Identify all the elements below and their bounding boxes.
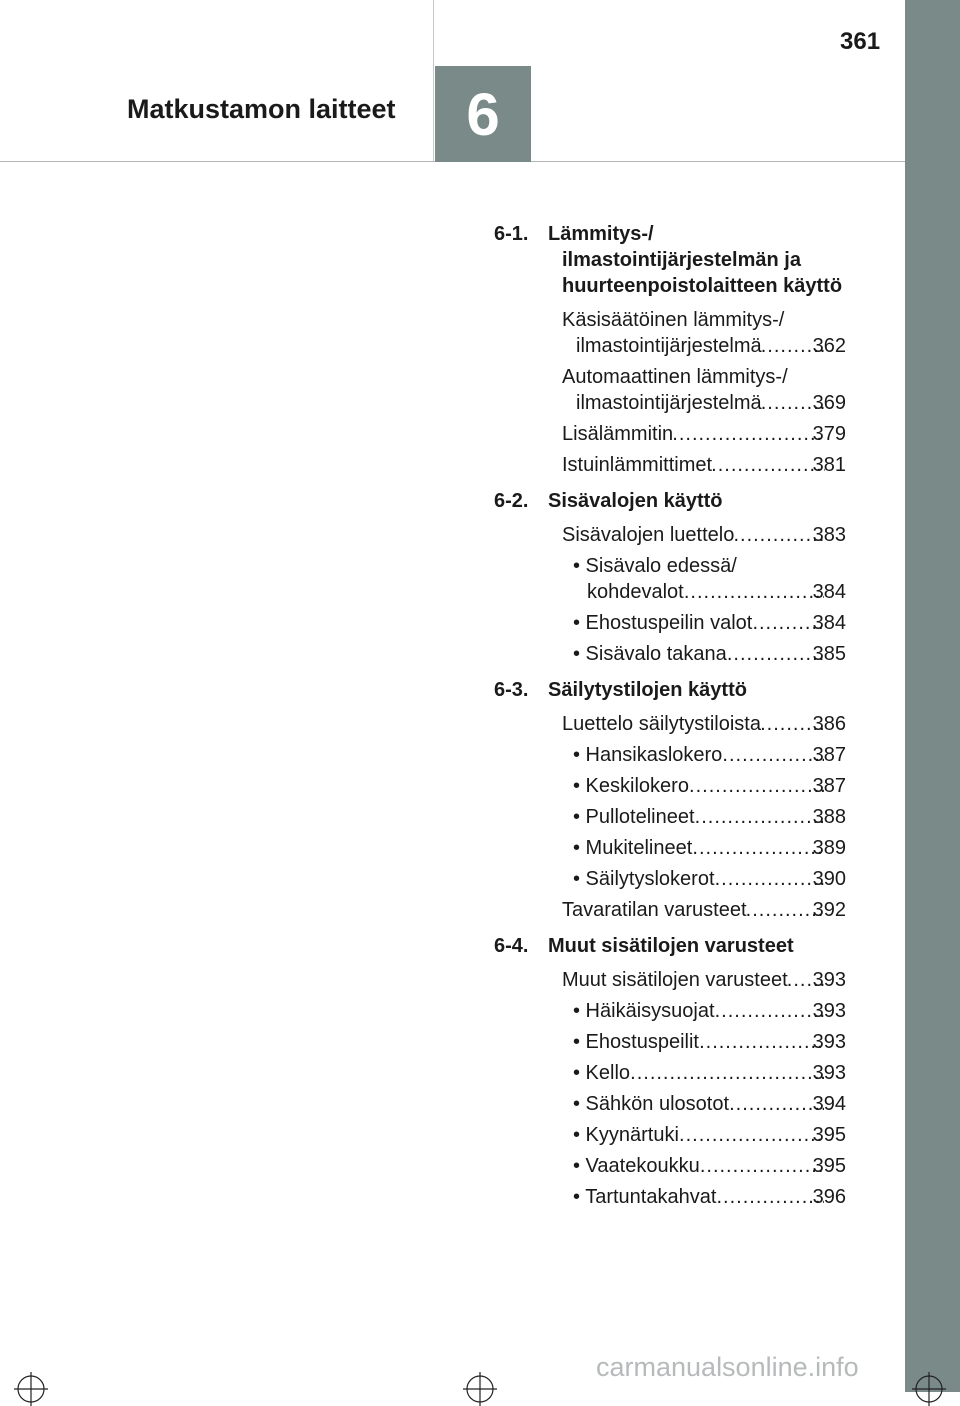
toc-entry-label: • Kyynärtuki — [573, 1124, 679, 1146]
dot-leader — [734, 522, 824, 548]
toc-entry-line1: Käsisäätöinen lämmitys-/ — [562, 309, 785, 331]
toc-entry-text — [562, 967, 846, 993]
dot-leader — [630, 1060, 824, 1086]
toc-entry-label: Muut sisätilojen varusteet — [562, 969, 788, 991]
toc-entry[interactable] — [494, 835, 846, 861]
dot-leader — [727, 641, 824, 667]
toc-section — [494, 677, 846, 703]
toc-entry-label: Istuinlämmittimet — [562, 454, 713, 476]
toc-page-number: 387 — [812, 744, 846, 766]
toc-entry-label: • Sähkön ulosotot — [573, 1093, 729, 1115]
toc-entry-text — [573, 1184, 846, 1210]
toc-page-number: 362 — [812, 335, 846, 357]
registration-mark-icon — [14, 1372, 48, 1406]
toc-entry[interactable] — [494, 804, 846, 830]
toc-entry-line2 — [573, 742, 846, 768]
dot-leader — [716, 1184, 823, 1210]
toc-entry-text — [573, 866, 846, 892]
toc-page-number: 384 — [812, 612, 846, 634]
toc-page-number: 383 — [812, 524, 846, 546]
section-title: Säilytystilojen käyttö — [548, 679, 747, 701]
section-title: Muut sisätilojen varusteet — [548, 935, 794, 957]
toc-entry[interactable] — [494, 773, 846, 799]
toc-entry-line2 — [562, 452, 846, 478]
toc-page-number: 396 — [812, 1186, 846, 1208]
toc-entry[interactable] — [494, 307, 846, 359]
toc-entry[interactable] — [494, 553, 846, 605]
page-number: 361 — [840, 28, 881, 55]
chapter-side-band — [905, 0, 960, 1392]
toc-entry-text — [562, 897, 846, 923]
toc-section — [494, 221, 846, 299]
dot-leader — [684, 579, 824, 605]
toc-entry[interactable] — [494, 1091, 846, 1117]
toc-entry-line2 — [573, 866, 846, 892]
toc-entry-line2 — [586, 579, 846, 605]
toc-entry[interactable] — [494, 641, 846, 667]
toc-page-number: 395 — [812, 1124, 846, 1146]
section-title: Sisävalojen käyttö — [548, 490, 723, 512]
toc-entry[interactable] — [494, 866, 846, 892]
toc-page-number: 393 — [812, 969, 846, 991]
toc-section-heading — [494, 933, 846, 959]
toc-entry[interactable] — [494, 421, 846, 447]
toc-entry-line2 — [573, 835, 846, 861]
registration-mark-icon — [912, 1372, 946, 1406]
toc-entry-text — [573, 773, 846, 799]
toc-page-number: 395 — [812, 1155, 846, 1177]
toc-entry-line2 — [562, 967, 846, 993]
toc-entry-text — [573, 998, 846, 1024]
dot-leader — [715, 998, 824, 1024]
toc-entry-text — [573, 610, 846, 636]
toc-entry-text — [573, 742, 846, 768]
toc-entry[interactable] — [494, 967, 846, 993]
toc-entry[interactable] — [494, 364, 846, 416]
toc-section-heading — [494, 488, 846, 514]
toc-entry-text — [573, 835, 846, 861]
toc-entry-line2 — [573, 804, 846, 830]
toc-page-number: 369 — [812, 392, 846, 414]
toc-entry-label: Tavaratilan varusteet — [562, 899, 747, 921]
toc-entry-line2 — [562, 897, 846, 923]
toc-entry-label: • Häikäisysuojat — [573, 1000, 715, 1022]
toc-entry[interactable] — [494, 897, 846, 923]
toc-entry[interactable] — [494, 1060, 846, 1086]
toc-page-number: 390 — [812, 868, 846, 890]
toc-entry-text — [573, 641, 846, 667]
toc-page-number: 379 — [812, 423, 846, 445]
toc-entry-text — [562, 452, 846, 478]
section-number: 6-1. — [494, 223, 529, 245]
toc-page-number: 393 — [812, 1062, 846, 1084]
registration-mark-icon — [463, 1372, 497, 1406]
toc-entry-line2 — [573, 998, 846, 1024]
dot-leader — [722, 742, 823, 768]
toc-section-heading — [494, 221, 846, 299]
toc-entry-line2 — [573, 1122, 846, 1148]
toc-entry-line2 — [562, 421, 846, 447]
toc-entry-label: • Säilytyslokerot — [573, 868, 715, 890]
dot-leader — [700, 1153, 824, 1179]
toc-entry-text — [562, 307, 846, 359]
toc-entry-label: • Keskilokero — [573, 775, 689, 797]
toc-page-number: 392 — [812, 899, 846, 921]
toc-entry-line1: Automaattinen lämmitys-/ — [562, 366, 788, 388]
toc-entry-text — [573, 1060, 846, 1086]
toc-page-number: 394 — [812, 1093, 846, 1115]
toc-entry-text — [562, 522, 846, 548]
toc-entry-line2 — [576, 333, 846, 359]
toc-entry[interactable] — [494, 522, 846, 548]
toc-entry-label: • Tartuntakahvat — [573, 1186, 717, 1208]
toc-entry-line2 — [573, 641, 846, 667]
dot-leader — [695, 804, 824, 830]
toc-section — [494, 933, 846, 959]
toc-entry-text — [573, 1122, 846, 1148]
toc-section — [494, 488, 846, 514]
toc-entry-text — [573, 804, 846, 830]
toc-entry-text — [573, 1091, 846, 1117]
dot-leader — [699, 1029, 824, 1055]
table-of-contents — [494, 221, 846, 1215]
toc-page-number: 393 — [812, 1000, 846, 1022]
toc-entry-line1: • Sisävalo edessä/ — [573, 555, 737, 577]
section-title: Lämmitys-/ ilmastointijärjestelmän ja huurteenpoistolaitteen käyttö — [548, 223, 843, 297]
toc-entry-label: Luettelo säilytystiloista — [562, 713, 761, 735]
toc-entry-line2 — [573, 1153, 846, 1179]
header-divider-vertical — [433, 0, 434, 162]
dot-leader — [692, 835, 823, 861]
toc-page-number: 393 — [812, 1031, 846, 1053]
toc-entry[interactable] — [494, 1184, 846, 1210]
toc-entry-label: • Mukitelineet — [573, 837, 693, 859]
toc-entry-label: • Pullotelineet — [573, 806, 695, 828]
toc-entry-text — [573, 1153, 846, 1179]
toc-page-number: 389 — [812, 837, 846, 859]
toc-page-number: 386 — [812, 713, 846, 735]
dot-leader — [673, 421, 824, 447]
toc-entry-line2 — [562, 711, 846, 737]
toc-entry[interactable] — [494, 1029, 846, 1055]
toc-entry-line2 — [576, 390, 846, 416]
toc-entry[interactable] — [494, 610, 846, 636]
toc-entry[interactable] — [494, 1153, 846, 1179]
toc-entry-line2 — [573, 610, 846, 636]
toc-entry-label: • Sisävalo takana — [573, 643, 727, 665]
toc-page-number: 388 — [812, 806, 846, 828]
chapter-number-box — [435, 66, 531, 162]
toc-entry-label: Sisävalojen luettelo — [562, 524, 735, 546]
toc-page-number: 381 — [812, 454, 846, 476]
toc-entry-line2 — [573, 773, 846, 799]
toc-entry[interactable] — [494, 1122, 846, 1148]
section-number: 6-4. — [494, 935, 529, 957]
toc-entry[interactable] — [494, 711, 846, 737]
toc-entry-label: Lisälämmitin — [562, 423, 674, 445]
toc-entry-line2 — [562, 522, 846, 548]
toc-entry-label: • Kello — [573, 1062, 631, 1084]
section-number: 6-2. — [494, 490, 529, 512]
toc-entry-label: kohdevalot — [587, 581, 684, 603]
toc-entry-label: • Ehostuspeilin valot — [573, 612, 753, 634]
toc-entry-line2 — [573, 1184, 846, 1210]
toc-entry[interactable] — [494, 452, 846, 478]
dot-leader — [712, 452, 825, 478]
toc-entry-line2 — [573, 1029, 846, 1055]
toc-page-number: 385 — [812, 643, 846, 665]
toc-page-number: 384 — [812, 581, 846, 603]
section-number: 6-3. — [494, 679, 529, 701]
toc-entry-line2 — [573, 1060, 846, 1086]
toc-entry[interactable] — [494, 998, 846, 1024]
toc-entry-text — [562, 421, 846, 447]
toc-entry-label: ilmastointijärjestelmä — [576, 392, 762, 414]
toc-entry-text — [573, 553, 846, 605]
watermark: carmanualsonline.info — [596, 1352, 859, 1382]
dot-leader — [729, 1091, 824, 1117]
chapter-title: Matkustamon laitteet — [127, 94, 396, 124]
toc-page-number: 387 — [812, 775, 846, 797]
toc-entry-line2 — [573, 1091, 846, 1117]
dot-leader — [679, 1122, 824, 1148]
toc-section-heading — [494, 677, 846, 703]
toc-entry-text — [562, 711, 846, 737]
toc-entry-label: ilmastointijärjestelmä — [576, 335, 762, 357]
chapter-number: 6 — [466, 80, 500, 148]
dot-leader — [715, 866, 824, 892]
toc-entry-text — [562, 364, 846, 416]
dot-leader — [689, 773, 824, 799]
toc-entry-text — [573, 1029, 846, 1055]
toc-entry-label: • Vaatekoukku — [573, 1155, 700, 1177]
toc-entry[interactable] — [494, 742, 846, 768]
toc-entry-label: • Ehostuspeilit — [573, 1031, 699, 1053]
toc-entry-label: • Hansikaslokero — [573, 744, 723, 766]
